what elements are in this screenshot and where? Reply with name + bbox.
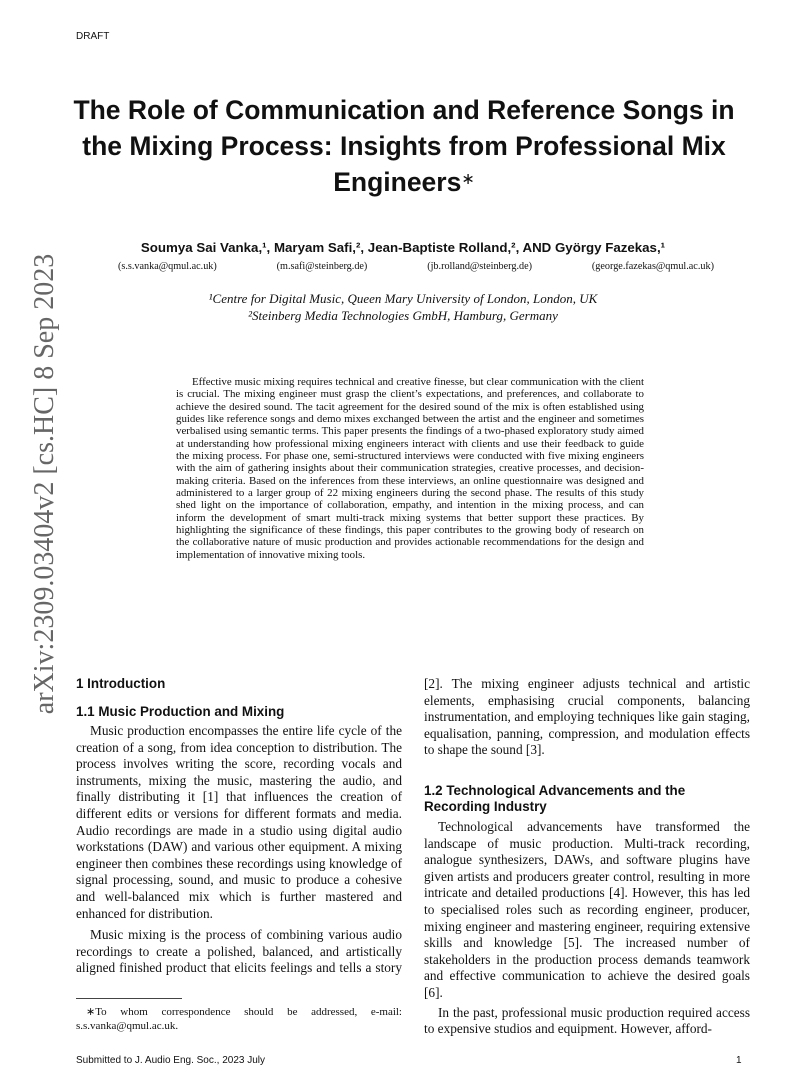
- affiliation-1: ¹Centre for Digital Music, Queen Mary University of London, London, UK: [208, 291, 598, 306]
- author-emails: [118, 261, 714, 272]
- paragraph-music-mixing-continued: [2]. The mixing engineer adjusts technical and artistic elements, emphasising crucial components, balancing instrumentation, and employing techniques like gain staging, equalisation, panning, compression, and modulation effects to shape the sound [3].: [424, 676, 750, 758]
- draft-label: DRAFT: [76, 31, 110, 42]
- arxiv-stamp: arXiv:2309.03404v2 [cs.HC] 8 Sep 2023: [29, 253, 60, 715]
- subsection-heading-music-production: 1.1 Music Production and Mixing: [76, 704, 285, 719]
- subsection-heading-technological-advancements: 1.2 Technological Advancements and the Recording Industry: [424, 782, 686, 814]
- section-heading-introduction: 1 Introduction: [76, 676, 166, 691]
- paragraph-music-production: Music production encompasses the entire life cycle of the creation of a song, from idea conception to distribution. The process involves writing the score, recording vocals and instruments, mixing the music, mastering the audio, and finally distributing it [1] that influences the creation of different edits or versions for different formats and media. Audio recordings are made in a studio using digital audio workstations (DAW) and various other equipment. A mixing engineer then combines these recordings using knowledge of signal processing, sound, and music to produce a cohesive and well-balanced mix which is further mastered and enhanced for distribution.: [76, 723, 402, 921]
- right-column: [424, 676, 750, 1038]
- affiliation-2: ²Steinberg Media Technologies GmbH, Hamburg, Germany: [248, 308, 558, 323]
- email-vanka: (s.s.vanka@qmul.ac.uk): [118, 261, 217, 272]
- paragraph-technological-advancements: Technological advancements have transformed the landscape of music production. Multi-track recording, analogue synthesizers, DAWs, and software plugins have given artists and producers greater control, resulting in more intricate and detailed productions [4]. However, this has led to specialised roles such as recording engineer, producer, mixing engineer and mastering engineer, requiring extensive skills and knowledge [5]. The increased number of stakeholders in the production process demands teamwork and effective communication to achieve the desired goals [6].: [424, 818, 750, 1000]
- title-footnote-marker: ∗: [461, 171, 475, 188]
- left-column: [76, 676, 402, 977]
- email-safi: (m.safi@steinberg.de): [276, 261, 368, 272]
- author-list: Soumya Sai Vanka,¹, Maryam Safi,², Jean-Baptiste Rolland,², AND György Fazekas,¹: [140, 240, 666, 255]
- affiliations: [60, 290, 746, 324]
- paper-title: [70, 92, 738, 200]
- email-fazekas: (george.fazekas@qmul.ac.uk): [591, 261, 714, 272]
- abstract: Effective music mixing requires technical and creative finesse, but clear communication with the client is crucial. The mixing engineer must grasp the client’s expectations, and preferences, and collaborate to achieve the desired sound. The tacit agreement for the desired sound of the mix is often established using guides like reference songs and demo mixes exchanged between the artist and the engineer and sometimes verbalised using semantic terms. This paper presents the findings of a two-phased exploratory study aimed at understanding how professional mixing engineers interact with clients and use their feedback to guide the mixing process. For phase one, semi-structured interviews were conducted with five mixing engineers with the aim of gathering insights about their communication strategies, creative processes, and decision-making criteria. Based on the inferences from these interviews, an online questionnaire was designed and administered to a larger group of 22 mixing engineers during the second phase. The results of this study shed light on the importance of collaboration, empathy, and intention in the mixing process, and can inform the development of smart multi-track mixing systems that better support these practices. By highlighting the significance of these findings, this paper contributes to the growing body of research on the collaborative nature of music production and provides actionable recommendations for the design and implementation of innovative mixing tools.: [176, 376, 644, 561]
- page-number: 1: [736, 1055, 742, 1066]
- title-text: The Role of Communication and Reference Songs in the Mixing Process: Insights from Professional Mix Engineers: [73, 95, 735, 197]
- footnote: ∗To whom correspondence should be addressed, e-mail: s.s.vanka@qmul.ac.uk.: [76, 1006, 402, 1032]
- footnote-rule: [76, 998, 182, 999]
- email-rolland: (jb.rolland@steinberg.de): [427, 261, 533, 272]
- footer-submission: Submitted to J. Audio Eng. Soc., 2023 July: [76, 1055, 266, 1066]
- paragraph-music-mixing: Music mixing is the process of combining various audio recordings to create a polished, balanced, and artistically aligned finished product that elicits feelings and tells a story: [76, 927, 402, 976]
- paragraph-past-production: In the past, professional music production required access to expensive studios and equipment. However, afford-: [424, 1004, 750, 1037]
